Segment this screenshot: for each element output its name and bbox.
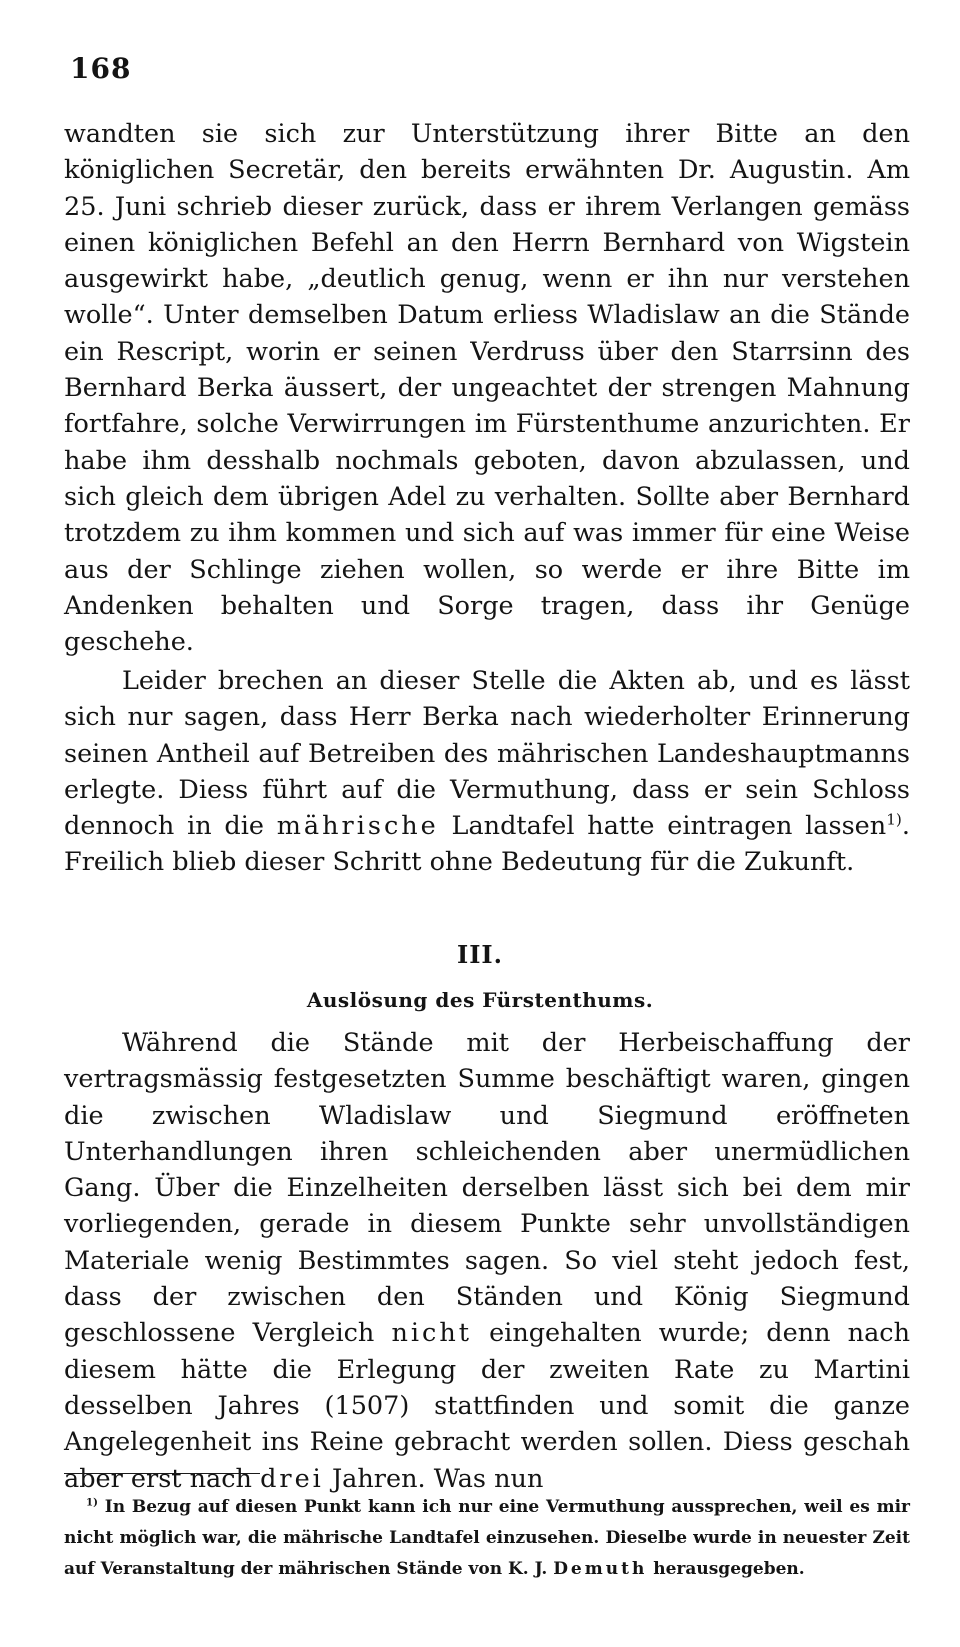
footnote-marker: 1) xyxy=(86,1496,98,1509)
paragraph-section-start xyxy=(64,1025,910,1497)
paragraph-text: Leider brechen an dieser Stelle die Akten ab, und es lässt sich nur sagen, dass Herr Berka nach wiederholter Erinnerung seinen Antheil auf Betreiben des mährischen Landeshauptmanns erlegte. Diess führt auf die Vermuthung, dass er sein Schloss dennoch in die xyxy=(64,666,910,842)
spaced-word-maehrische: mährische xyxy=(276,811,439,842)
section-title: Auslösung des Fürstenthums. xyxy=(306,988,654,1012)
spaced-word-nicht: nicht xyxy=(391,1318,472,1349)
page-number: 168 xyxy=(70,52,132,85)
paragraph-akten xyxy=(64,663,910,881)
footnote xyxy=(64,1492,910,1585)
paragraph-text: Während die Stände mit der Herbeischaffung der vertragsmässig festgesetzten Summe beschäftigt waren, gingen die zwischen Wladislaw und Siegmund eröffneten Unterhandlungen ihren schleichenden aber unermüdlichen Gang. Über die Einzelheiten derselben lässt sich bei dem mir vorliegenden, gerade in diesem Punkte sehr unvollständigen Materiale wenig Bestimmtes sagen. So viel steht jedoch fest, dass der zwischen den Ständen und König Siegmund geschlossene Vergleich xyxy=(64,1028,910,1349)
footnote-text: In Bezug auf diesen Punkt kann ich nur eine Vermuthung aussprechen, weil es mir nicht möglich war, die mährische Landtafel einzusehen. Dieselbe wurde in neuester Zeit auf Veranstaltung der mährischen Stände von K. J. xyxy=(64,1497,910,1579)
footnote-reference: 1) xyxy=(886,810,902,829)
section-number: III. xyxy=(456,940,504,969)
paragraph-text: Landtafel hatte eintragen lassen xyxy=(438,811,887,842)
paragraph-text: . Freilich blieb dieser Schritt ohne Bedeutung für die Zukunft. xyxy=(64,811,910,878)
paragraph-continuation: wandten sie sich zur Unterstützung ihrer Bitte an den königlichen Secretär, den bereits erwähnten Dr. Augustin. Am 25. Juni schrieb dieser zurück, dass er ihrem Verlangen gemäss einen königlichen Befehl an den Herrn Bernhard von Wigstein ausgewirkt habe, „deutlich genug, wenn er ihn nur verstehen wolle“. Unter demselben Datum erliess Wladislaw an die Stände ein Rescript, worin er seinen Verdruss über den Starrsinn des Bernhard Berka äussert, der ungeachtet der strengen Mahnung fortfahre, solche Verwirrungen im Fürstenthume anzurichten. Er habe ihm desshalb nochmals geboten, davon abzulassen, und sich gleich dem übrigen Adel zu verhalten. Sollte aber Bernhard trotzdem zu ihm kommen und sich auf was immer für eine Weise aus der Schlinge ziehen wollen, so werde er ihre Bitte im Andenken behalten und Sorge tragen, dass ihr Genüge geschehe. xyxy=(64,119,910,658)
footnote-divider xyxy=(64,1473,260,1474)
paragraph-text: Jahren. Was nun xyxy=(323,1463,544,1494)
paragraph-text: eingehalten wurde; denn nach diesem hätte die Erlegung der zweiten Rate zu Martini desselben Jahres (1507) stattfinden und somit die ganze Angelegenheit ins Reine gebracht werden sollen. Diess geschah aber erst nach xyxy=(64,1318,910,1494)
spaced-word-drei: drei xyxy=(260,1463,324,1494)
spaced-word-demuth: Demuth xyxy=(553,1559,648,1579)
footnote-text: herausgegeben. xyxy=(647,1559,805,1579)
